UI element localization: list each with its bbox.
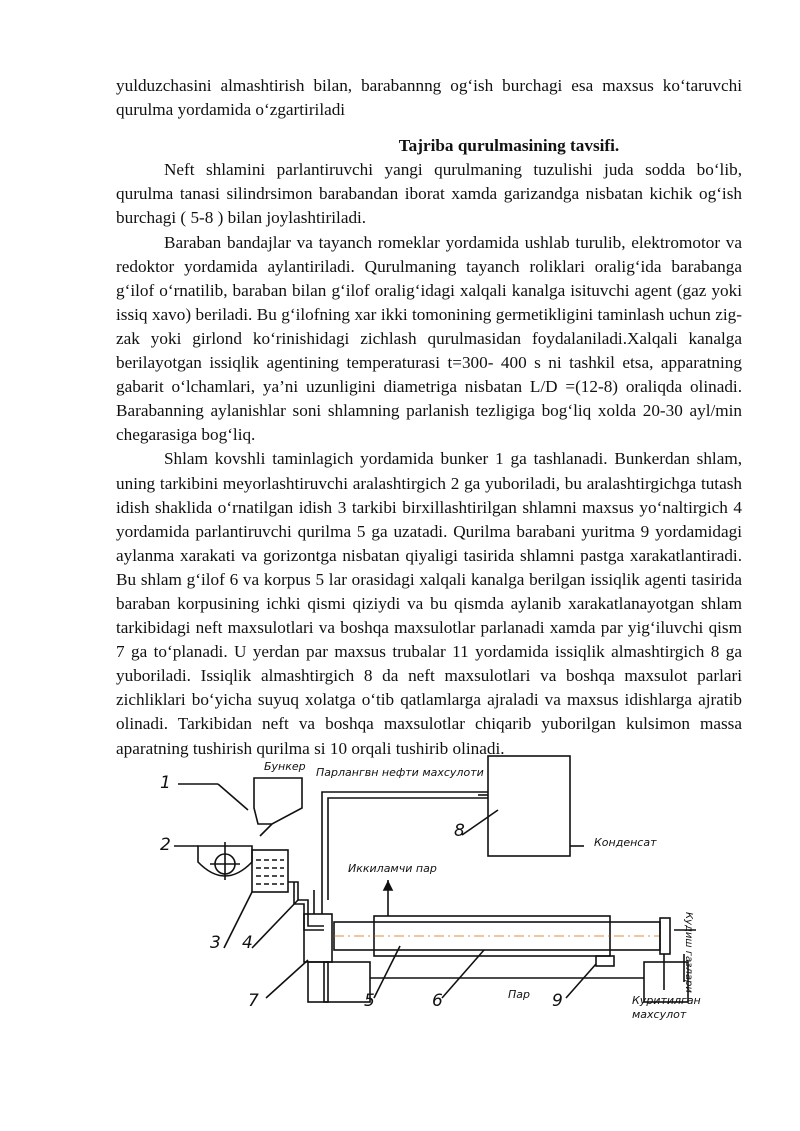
num-1: 1	[160, 773, 171, 793]
label-product-line-2: махсулот	[632, 1008, 687, 1021]
apparatus-drawing	[148, 750, 708, 1030]
vapour-pipe	[322, 792, 488, 900]
num-3: 3	[210, 933, 221, 953]
label-condensate: Конденсат	[594, 836, 657, 849]
vessel	[252, 850, 288, 892]
apparatus-diagram	[148, 750, 708, 1030]
label-steam: Пар	[508, 988, 530, 1001]
num-8: 8	[454, 821, 465, 841]
bunker-hopper	[254, 778, 302, 824]
paragraph-2: Baraban bandajlar va tayanch romeklar yordamida ushlab turulib, elektromotor va redoktor yordamida aylantiriladi. Qurulmaning tayanch roliklari oralig‘ida barabanga g‘ilof o‘rnatilib, baraban bilan g‘ilof oralig‘idagi xalqali kanalga isituvchi agent (gaz yoki issiq xavo) beriladi. Bu g‘ilofning xar ikki tomonining germetikligini taminlash uchun zig- zak yoki girlond ko‘rinishidagi zichlash qurulmasidan foydalaniladi.Xalqali kanalga berilayotgan issiqlik agentining temperaturasi t=300- 400 s ni tashkil etsa, apparatning gabarit o‘lchamlari, ya’ni uzunligini diametriga nisbatan L/D =(12-8) oraliqda olinadi. Barabanning aylanishlar soni shlamning parlanish tezligiga bog‘liq xolda 20-30 ayl/min chegarasiga bog‘liq.	[116, 232, 742, 445]
num-2: 2	[160, 835, 171, 855]
label-product-line-1: Куритилган	[632, 994, 701, 1007]
label-steam-in: Иккиламчи пар	[348, 862, 437, 875]
paragraph-1: Neft shlamini parlantiruvchi yangi qurulmaning tuzulishi juda sodda bo‘lib, qurulma tanasi silindrsimon barabandan iborat xamda garizandga nisbatan kichik og‘ish burchagi ( 5-8 ) bilan joylashtiriladi.	[116, 160, 742, 228]
num-5: 5	[364, 991, 375, 1011]
num-9: 9	[552, 991, 563, 1011]
num-4: 4	[242, 933, 253, 953]
num-7: 7	[248, 991, 259, 1011]
section-heading: Tajriba qurulmasining tavsifi.	[398, 136, 620, 156]
label-vapors: Парлангвн нефти махсулоти	[316, 766, 484, 779]
paragraph-continuation: yulduzchasini almashtirish bilan, barabannng og‘ish burchagi esa maxsus ko‘taruvchi qurulma yordamida o‘zgartiriladi	[116, 76, 742, 120]
label-bunker: Бункер	[264, 760, 306, 773]
num-6: 6	[432, 991, 443, 1011]
label-hot-gas: Кудиш газлари	[683, 912, 694, 993]
heat-exchanger	[488, 756, 570, 856]
text-column	[116, 74, 742, 761]
paragraph-3: Shlam kovshli taminlagich yordamida bunker 1 ga tashlanadi. Bunkerdan shlam, uning tarkibini meyorlashtiruvchi aralashtirgich 2 ga yuboriladi, bu aralashtirgichga tutash idish shaklida o‘rnatilgan idish 3 tarkibi birxillashtirilgan shlamni maxsus yo‘naltirgich 4 yordamida parlantiruvchi qurilma 5 ga uzatadi. Qurilma barabani yuritma 9 yordamidagi aylanma xarakati va gorizontga nisbatan qiyaligi tasirida shlamni pastga xarakatlantiradi. Bu shlam g‘ilof 6 va korpus 5 lar orasidagi xalqali kanalga berilgan issiqlik agenti tasirida baraban korpusining ichki qismi qiziydi va bu qismda aylanib xarakatlanayotgan shlam tarkibidagi neft maxsulotlari va boshqa maxsulotlar parlanadi xamda par yig‘iluvchi qism 7 ga to‘planadi. U yerdan par maxsus trubalar 11 yordamida issiqlik almashtirgich 8 ga yuboriladi. Issiqlik almashtirgich 8 da neft maxsulotlari va boshqa maxsulot parlari zichliklari bo‘yicha suyuq xolatga o‘tib qatlamlarga ajraladi va maxsus idishlarga ajratib olinadi. Tarkibidan neft va boshqa maxsulotlar chiqarib yuborilgan kulsimon massa aparatning tushirish qurilma si 10 orqali tushirib olinadi.	[116, 449, 742, 758]
